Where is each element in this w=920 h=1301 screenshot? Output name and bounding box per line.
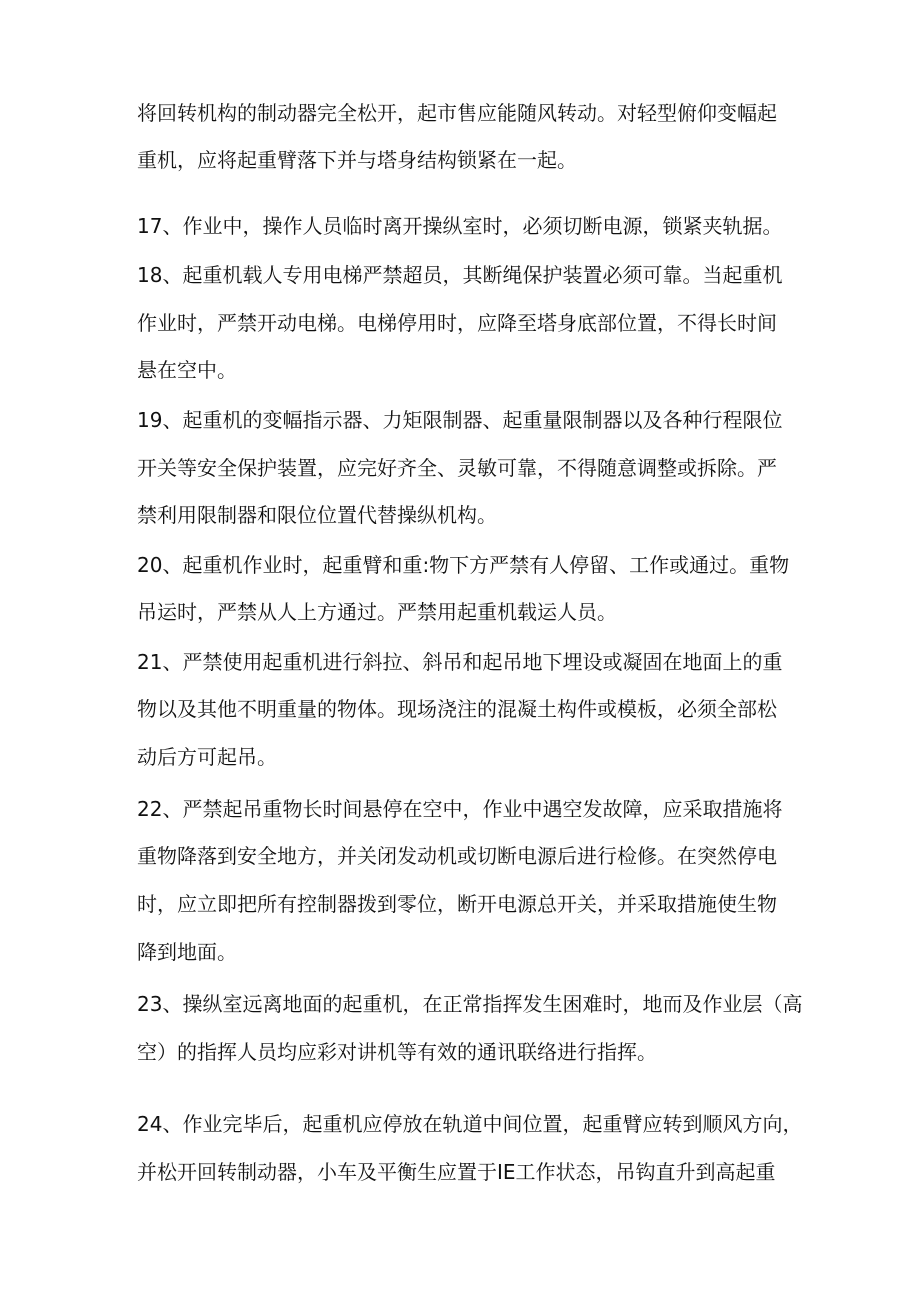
text-line: 作业时，严禁开动电梯。电梯停用时，应降至塔身底部位置，不得长时间 xyxy=(137,311,777,335)
text-line: 开关等安全保护装置，应完好齐全、灵敏可靠，不得随意调整或拆除。严 xyxy=(137,456,777,480)
text-line: 将回转机构的制动器完全松开，起市售应能随风转动。对轻型俯仰变幅起 xyxy=(137,101,777,125)
text-line: 重机，应将起重臂落下并与塔身结构锁紧在一起。 xyxy=(137,148,577,172)
text-line: 21、严禁使用起重机进行斜拉、斜吊和起吊地下埋设或凝固在地面上的重 xyxy=(137,650,783,674)
text-line: 20、起重机作业时，起重臂和重:物下方严禁有人停留、工作或通过。重物 xyxy=(137,553,790,577)
text-line: 24、作业完毕后，起重机应停放在轨道中间位置，起重臂应转到顺风方向， xyxy=(137,1112,803,1136)
text-line: 19、起重机的变幅指示器、力矩限制器、起重量限制器以及各种行程限位 xyxy=(137,408,783,432)
text-line: 并松开回转制动器，小车及平衡生应置于IE工作状态，吊钩直升到高起重 xyxy=(137,1160,776,1184)
text-line: 动后方可起吊。 xyxy=(137,745,277,769)
text-line: 降到地面。 xyxy=(137,940,237,964)
text-line: 重物降落到安全地方，并关闭发动机或切断电源后进行检修。在突然停电 xyxy=(137,844,777,868)
text-line: 悬在空中。 xyxy=(137,358,237,382)
text-line: 吊运时，严禁从人上方通过。严禁用起重机载运人员。 xyxy=(137,600,617,624)
text-line: 18、起重机载人专用电梯严禁超员，其断绳保护装置必须可靠。当起重机 xyxy=(137,263,783,287)
text-line: 23、操纵室远离地面的起重机，在正常指挥发生困难时，地而及作业层（高 xyxy=(137,992,803,1016)
text-line: 禁利用限制器和限位位置代替操纵机构。 xyxy=(137,503,497,527)
text-line: 22、严禁起吊重物长时间悬停在空中，作业中遇空发故障，应采取措施将 xyxy=(137,797,783,821)
text-line: 空）的指挥人员均应彩对讲机等有效的通讯联络进行指挥。 xyxy=(137,1040,657,1064)
text-line: 17、作业中，操作人员临时离开操纵室时，必须切断电源，锁紧夹轨据。 xyxy=(137,214,783,238)
text-line: 时，应立即把所有控制器拨到零位，断开电源总开关，并采取措施使生物 xyxy=(137,892,777,916)
text-line: 物以及其他不明重量的物体。现场浇注的混凝土构件或模板，必须全部松 xyxy=(137,697,777,721)
